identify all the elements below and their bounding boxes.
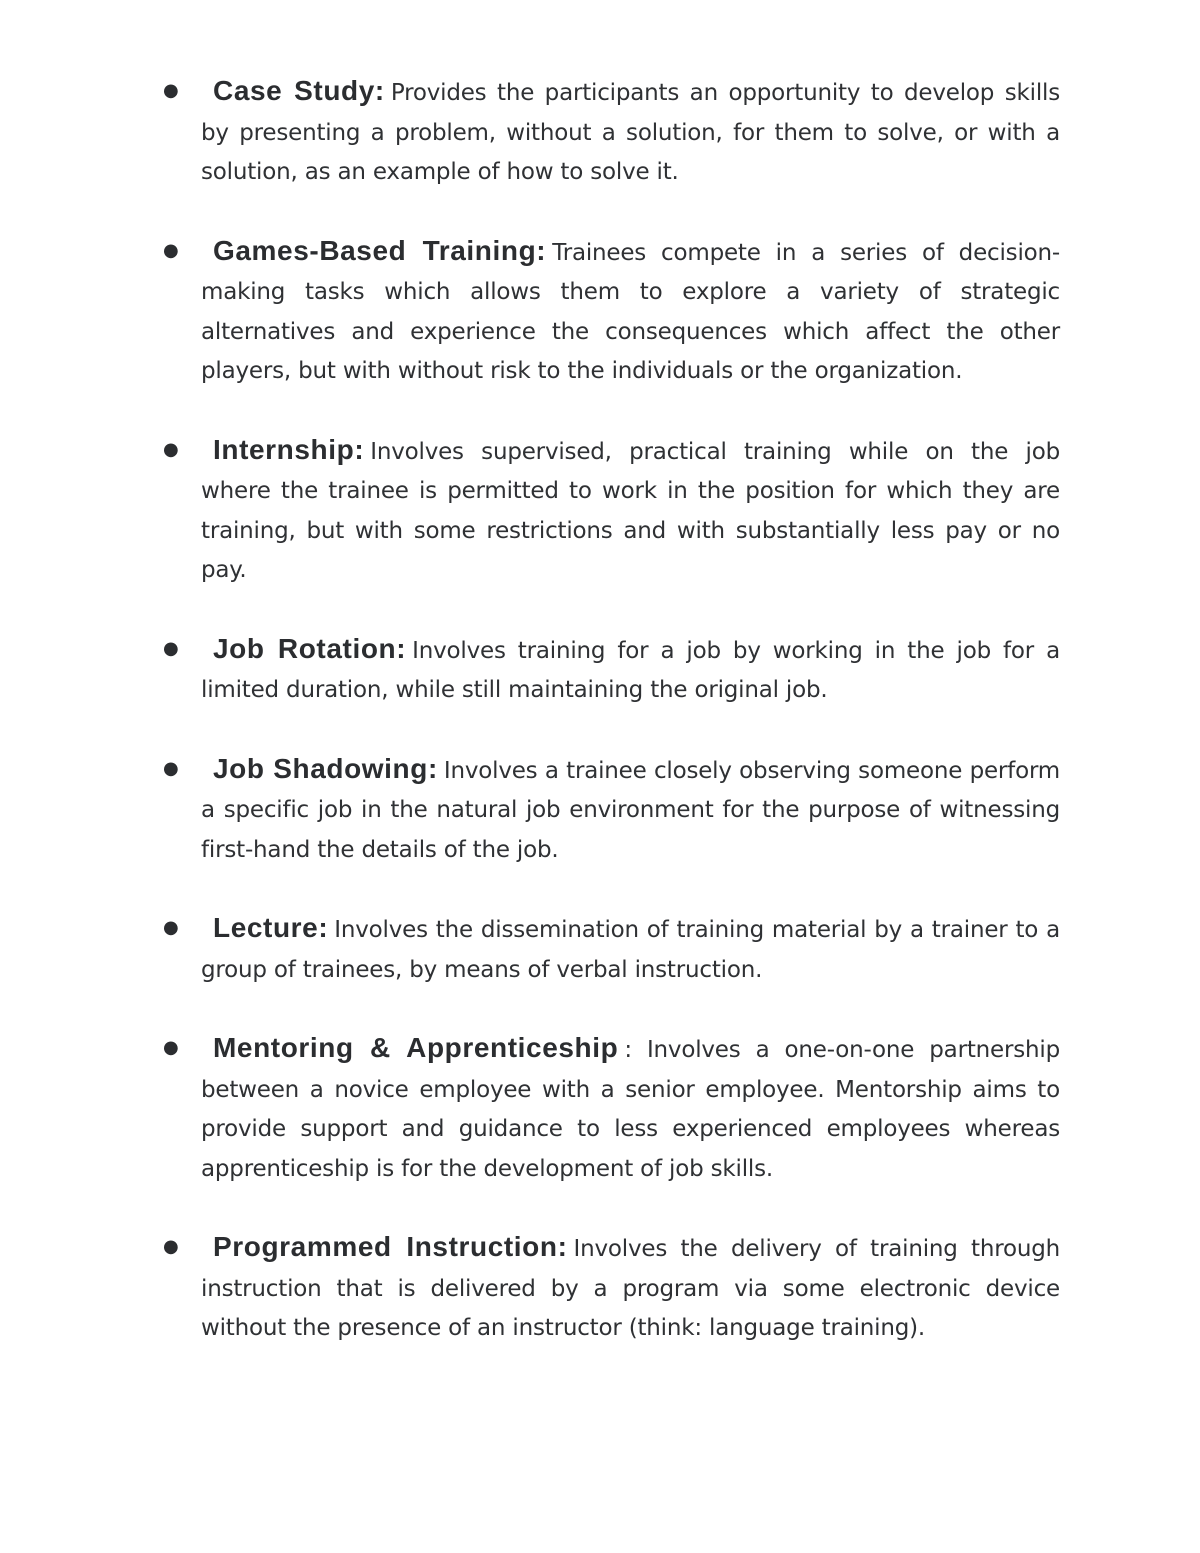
term-label: Internship: xyxy=(213,433,365,465)
term-label: Programmed Instruction: xyxy=(213,1231,568,1262)
list-item-games-based-training xyxy=(160,232,1060,391)
term-description: Provides the participants an opportunity to develop skills by presenting a problem, without a solution, for them to solve, or with a solution, as an example of how to solve it. xyxy=(201,80,1060,185)
list-item-mentoring-apprenticeship xyxy=(160,1029,1060,1188)
term-label: Games-Based Training: xyxy=(213,234,547,266)
bullet-icon: ● xyxy=(163,1037,179,1058)
list-item-programmed-instruction xyxy=(160,1228,1060,1348)
term-description: Involves supervised, practical training while on the job where the trainee is permitted to work in the position for which they are training, but with some restrictions and with substantially less pay or no pay. xyxy=(201,438,1060,583)
list-item-job-shadowing xyxy=(160,750,1060,870)
term-description: Involves the dissemination of training material by a trainer to a group of trainees, by means of verbal instruction. xyxy=(201,917,1060,983)
term-description: Involves training for a job by working in the job for a limited duration, while still maintaining the original job. xyxy=(201,637,1060,703)
term-label: Case Study: xyxy=(213,75,385,106)
bullet-icon: ● xyxy=(163,80,179,101)
bullet-icon: ● xyxy=(163,1236,179,1257)
term-label: Lecture: xyxy=(213,912,329,943)
list-item-lecture xyxy=(160,909,1060,989)
training-methods-list xyxy=(160,72,1060,1388)
bullet-icon: ● xyxy=(163,757,179,779)
term-description: Involves the delivery of training through instruction that is delivered by a program via some electronic device without the presence of an instructor (think: language training). xyxy=(201,1236,1060,1341)
bullet-icon: ● xyxy=(163,637,179,659)
term-label: Job Shadowing: xyxy=(213,752,438,784)
term-label: Mentoring & Apprenticeship xyxy=(213,1032,619,1063)
term-description: : Involves a one-on-one partnership between a novice employee with a senior employee. Mentorship aims to provide support and guidance to less experienced employees whereas apprenticeship is for the development of job skills. xyxy=(201,1037,1060,1182)
list-item-case-study xyxy=(160,72,1060,192)
bullet-icon: ● xyxy=(163,239,179,261)
term-description: Trainees compete in a series of decision-making tasks which allows them to explore a variety of strategic alternatives and experience the consequences which affect the other players, but with without risk to the individuals or the organization. xyxy=(201,239,1060,384)
list-item-internship xyxy=(160,431,1060,590)
term-description: Involves a trainee closely observing someone perform a specific job in the natural job environment for the purpose of witnessing first-hand the details of the job. xyxy=(201,757,1061,863)
bullet-icon: ● xyxy=(163,438,179,460)
term-label: Job Rotation: xyxy=(213,632,407,664)
bullet-icon: ● xyxy=(163,917,179,938)
list-item-job-rotation xyxy=(160,630,1060,710)
